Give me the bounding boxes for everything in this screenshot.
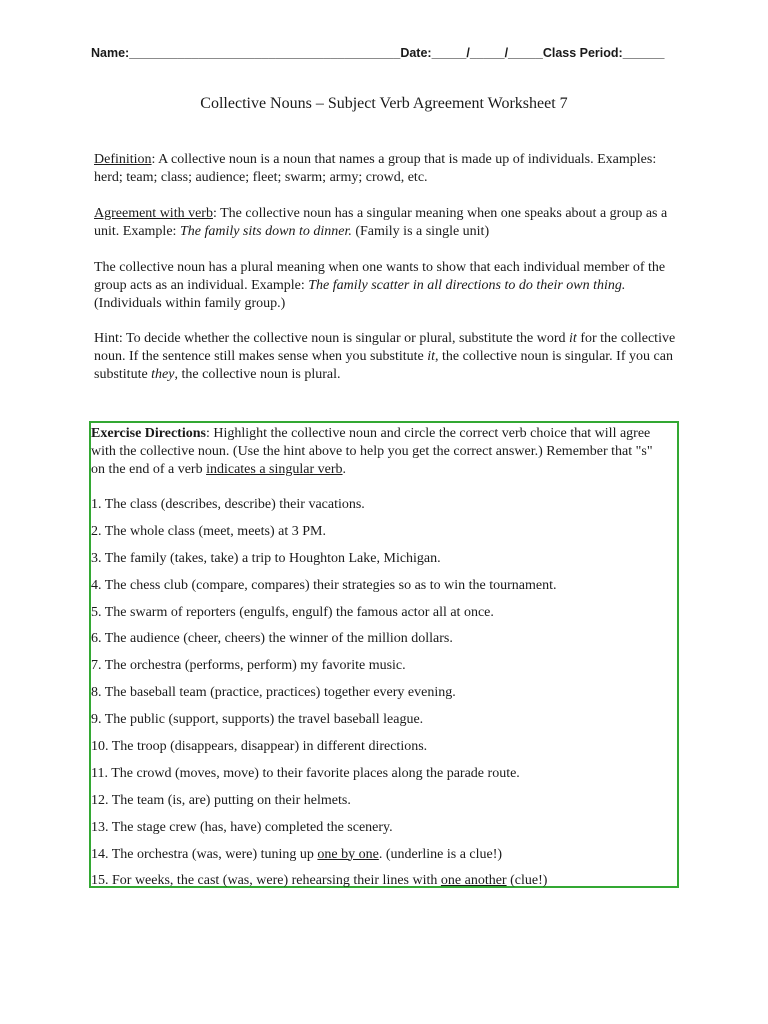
exercise-item: 2. The whole class (meet, meets) at 3 PM. <box>91 523 326 539</box>
agreement-note: (Family is a single unit) <box>351 224 490 239</box>
hint-text-4: , the collective noun is plural. <box>174 367 341 382</box>
exercise-item: 7. The orchestra (performs, perform) my favorite music. <box>91 658 406 674</box>
hint-text-2: for the collective noun. If the sentence still makes sense when you substitute <box>94 331 676 364</box>
plural-note: (Individuals within family group.) <box>94 296 286 311</box>
exercise-item: 12. The team (is, are) putting on their helmets. <box>91 792 351 808</box>
exercise-item: 6. The audience (cheer, cheers) the winner of the million dollars. <box>91 631 453 647</box>
exercise-item: 3. The family (takes, take) a trip to Houghton Lake, Michigan. <box>91 550 441 566</box>
hint-text-1: Hint: To decide whether the collective noun is singular or plural, substitute the word <box>94 331 570 346</box>
worksheet-title: Collective Nouns – Subject Verb Agreement Worksheet 7 <box>200 95 568 112</box>
plural-text: The collective noun has a plural meaning when one wants to show that each individual member of the group acts as an individual. Example: <box>94 260 666 293</box>
exercise-item: 1. The class (describes, describe) their vacations. <box>91 497 365 512</box>
hint-paragraph <box>94 330 684 384</box>
exercise-directions <box>91 425 669 479</box>
exercise-item: 11. The crowd (moves, move) to their favorite places along the parade route. <box>91 765 520 781</box>
exercise-14-clue: one by one <box>317 846 379 862</box>
exercise-item: 4. The chess club (compare, compares) their strategies so as to win the tournament. <box>91 577 557 593</box>
exercise-15-clue: one another <box>440 873 507 889</box>
directions-text: : Highlight the collective noun and circle the correct verb choice that will agree with the collective noun. (Use the hint above to help you get the correct answer.) Remember that "s" on the end of a verb <box>91 426 653 477</box>
exercise-list <box>91 496 557 899</box>
exercise-item: 10. The troop (disappears, disappear) in different directions. <box>91 739 428 755</box>
exercise-15-note: (clue!) <box>506 873 548 889</box>
header-fields: Name:_______________________________________Date:_____/_____/_____Class Period:______ <box>91 46 665 60</box>
definition-paragraph <box>94 151 684 187</box>
agreement-example: The family sits down to dinner. <box>179 224 352 239</box>
definition-text: : A collective noun is a noun that names a group that is made up of individuals. Examples: herd; team; class; audience; fleet; swarm; army; crowd, etc. <box>94 152 657 185</box>
plural-example: The family scatter in all directions to do their own thing. <box>308 278 626 293</box>
exercise-item <box>91 872 557 899</box>
directions-end: . <box>342 462 347 477</box>
exercise-item: 8. The baseball team (practice, practices) together every evening. <box>91 685 456 701</box>
exercise-item: 5. The swarm of reporters (engulfs, engulf) the famous actor all at once. <box>91 604 494 620</box>
exercise-14-text: 14. The orchestra (was, were) tuning up <box>91 846 318 862</box>
exercise-item <box>91 846 557 873</box>
hint-word-it-2: it <box>427 349 435 364</box>
agreement-paragraph <box>94 205 684 241</box>
directions-underlined: indicates a singular verb <box>206 462 343 477</box>
directions-label: Exercise Directions <box>91 426 206 441</box>
definition-label: Definition <box>94 152 152 167</box>
plural-paragraph <box>94 259 684 313</box>
exercise-15-text: 15. For weeks, the cast (was, were) rehearsing their lines with <box>91 873 441 889</box>
exercise-item: 13. The stage crew (has, have) completed the scenery. <box>91 819 393 835</box>
hint-text-3: , the collective noun is singular. If you can substitute <box>94 349 673 382</box>
hint-word-it: it <box>569 331 577 346</box>
hint-word-they: they <box>151 367 175 382</box>
agreement-label: Agreement with verb <box>94 206 213 221</box>
exercise-box <box>89 421 679 888</box>
agreement-text: : The collective noun has a singular meaning when one speaks about a group as a unit. Example: <box>94 206 668 239</box>
exercise-14-note: . (underline is a clue!) <box>378 846 503 862</box>
exercise-item: 9. The public (support, supports) the travel baseball league. <box>91 712 424 728</box>
